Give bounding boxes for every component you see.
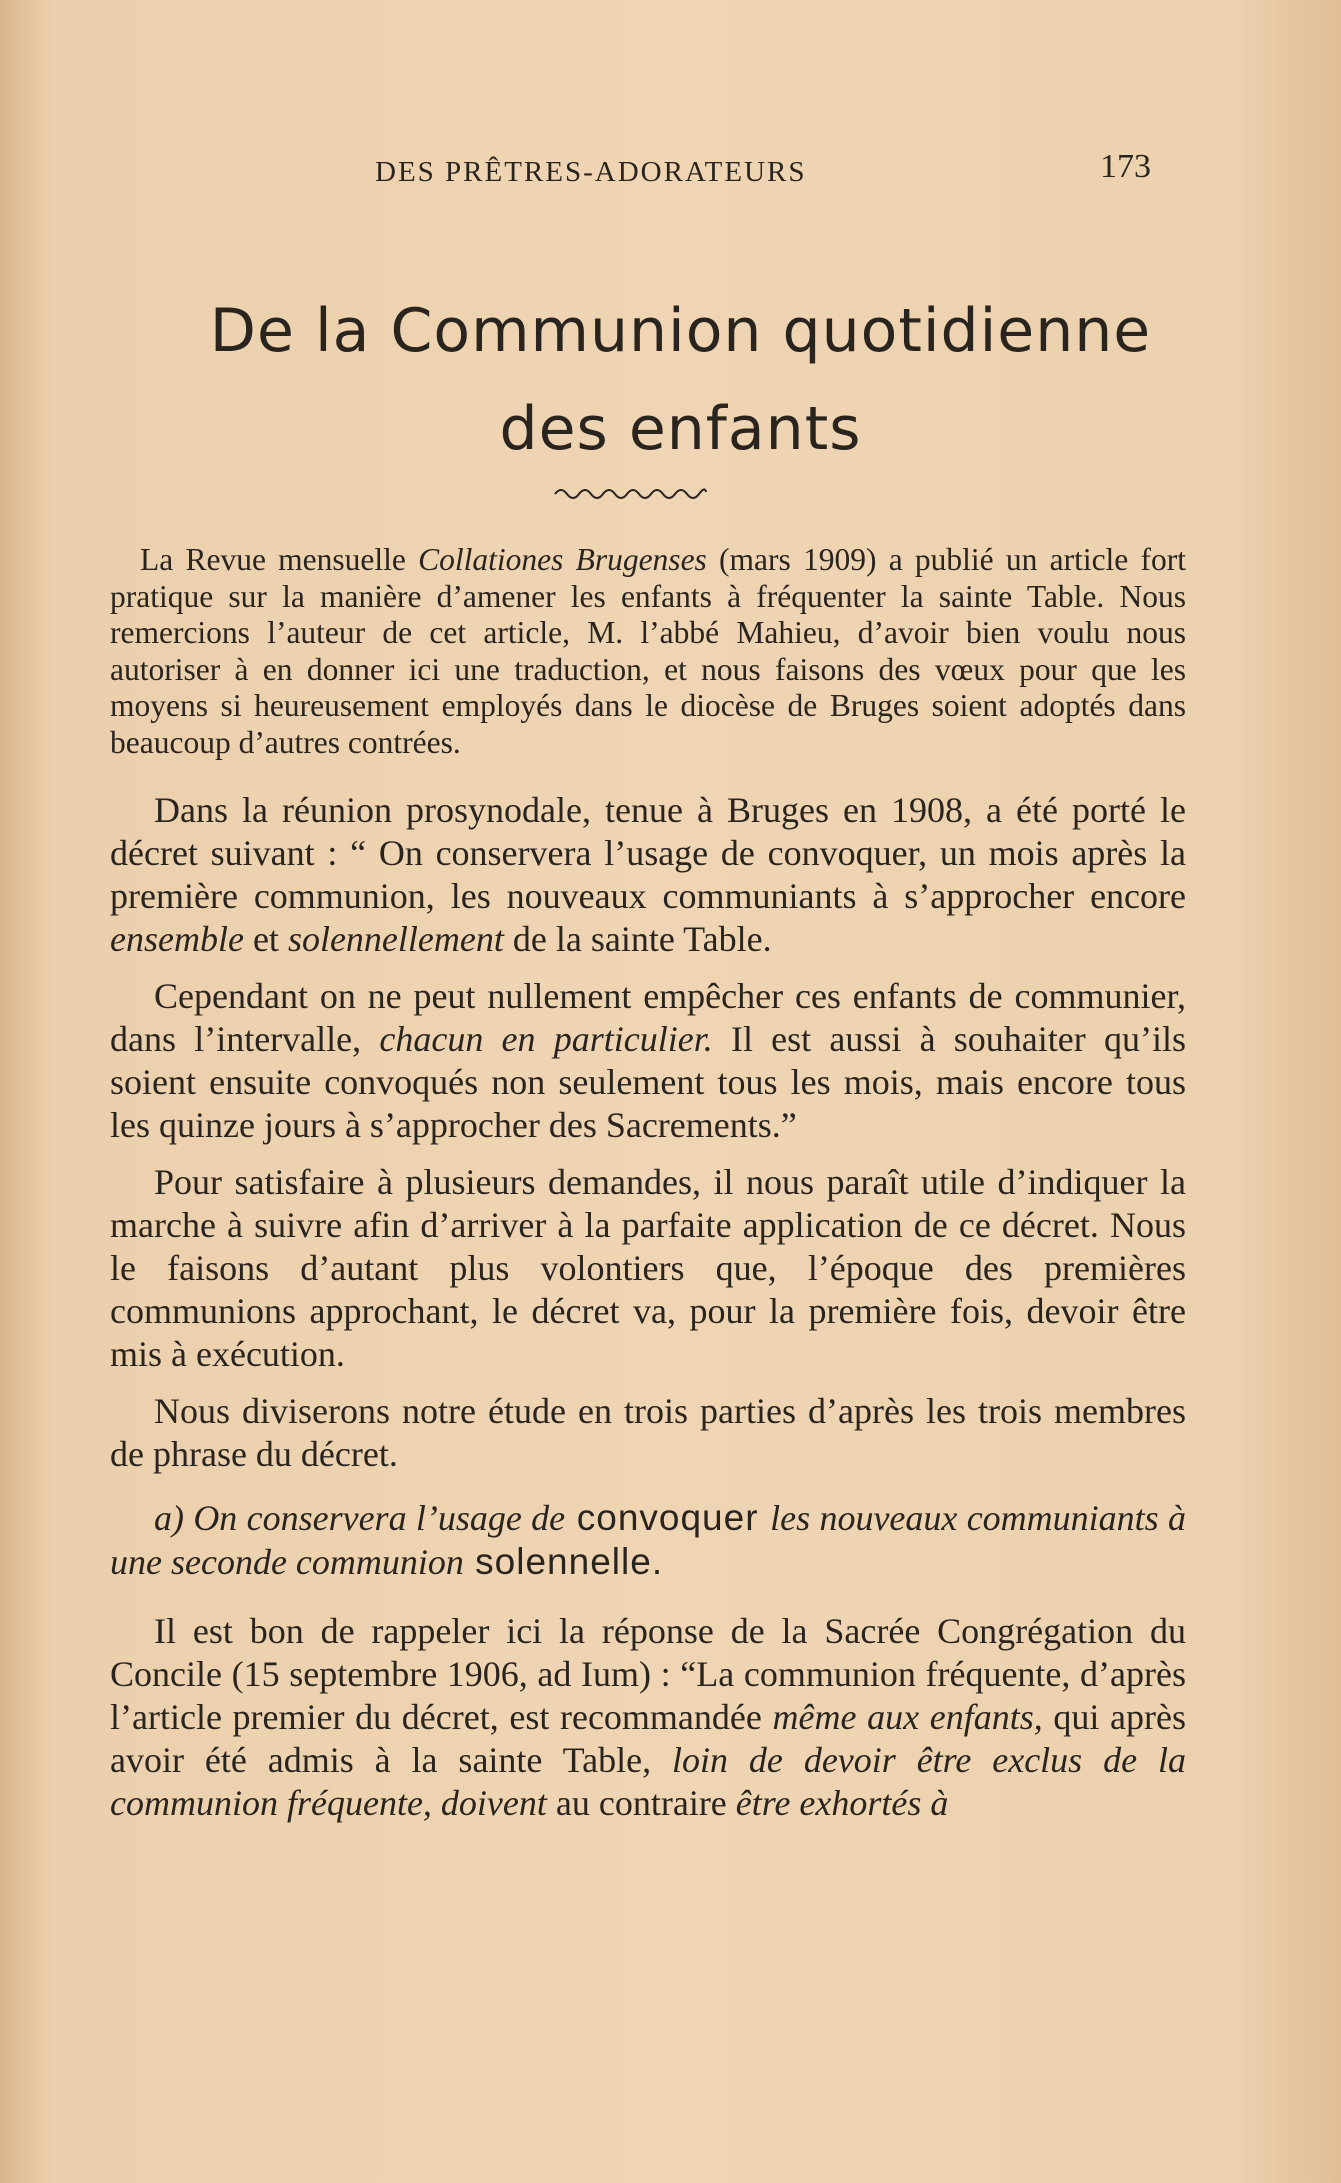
italic-run: être exhortés à	[735, 1783, 949, 1823]
intro-text-cont: (mars 1909) a publié un article fort pratique sur la manière d’amener les enfants à fréquenter la sainte Table. Nous remercions l’auteur de cet article, M. l’abbé Mahieu, d’avoir bien voulu nous autoriser à en donner ici une traduction, et nous faisons des vœux pour que les moyens si heureusement employés dans le diocèse de Bruges soient adoptés dans beaucoup d’autres contrées.	[110, 542, 1186, 760]
running-head	[0, 148, 1341, 188]
italic-run: les nouveaux communiants à une seconde communion	[110, 1498, 1186, 1582]
chapter-title-line-1: De la Communion quotidienne	[209, 296, 1152, 366]
italic-run: même aux enfants,	[772, 1697, 1043, 1737]
paragraph-divide: Nous diviserons notre étude en trois parties d’après les trois membres de phrase du décret.	[110, 1391, 1186, 1474]
italic-run: chacun en particulier.	[379, 1019, 713, 1059]
text-run: solennelle.	[463, 1541, 664, 1582]
italic-run: a)	[154, 1498, 194, 1538]
text-run: Il est aussi à souhaiter qu’ils soient ensuite convoqués non seulement tous les mois, mais encore tous les quinze jours à s’approcher des Sacrements.”	[110, 1019, 1186, 1145]
chapter-title	[0, 282, 1341, 478]
intro-journal-title: Collationes Brugenses	[418, 542, 707, 577]
intro-text: La Revue mensuelle	[140, 542, 419, 577]
text-run: au contraire	[546, 1783, 736, 1823]
body-text	[110, 542, 1186, 1839]
paragraph-satisfy: Pour satisfaire à plusieurs demandes, il nous paraît utile d’indiquer la marche à suivre afin d’arriver à la parfaite application de ce décret. Nous le faisons d’autant plus volontiers que, l’époque des premières communions approchant, le décret va, pour la première fois, devoir être mis à exécution.	[110, 1162, 1186, 1374]
intro-paragraph	[110, 542, 1186, 761]
italic-run: ensemble	[110, 919, 244, 959]
running-title: DES PRÊTRES-ADORATEURS	[375, 156, 807, 188]
text-run: et	[243, 919, 288, 959]
text-run: convoquer	[565, 1497, 771, 1538]
paragraph-however	[110, 975, 1186, 1147]
paragraph-congregation	[110, 1610, 1186, 1825]
page-number: 173	[1100, 148, 1151, 185]
chapter-title-line-2: des enfants	[499, 394, 862, 464]
text-run: Il est bon de rappeler ici la réponse de la Sacrée Congrégation du Concile (15 septembre 1906, ad Ium) : “La communion fréquente, d’après l’article premier du décret, est recommandée	[110, 1611, 1186, 1737]
text-run: qui après avoir été admis à la sainte Table,	[110, 1697, 1186, 1780]
section-heading-a	[110, 1496, 1186, 1584]
italic-run: On conservera l’usage de	[193, 1498, 566, 1538]
text-run: Dans la réunion prosynodale, tenue à Bruges en 1908, a été porté le décret suivant : “ On conservera l’usage de convoquer, un mois après la première communion, les nouveaux communiants à s’approcher encore	[110, 790, 1186, 916]
text-run: de la sainte Table.	[503, 919, 772, 959]
italic-run: solennellement	[287, 919, 504, 959]
italic-run: loin de devoir être exclus de la communion fréquente, doivent	[110, 1740, 1186, 1823]
paragraph-decree	[110, 789, 1186, 961]
text-run: Cependant on ne peut nullement empêcher ces enfants de communier, dans l’intervalle,	[110, 976, 1186, 1059]
wavy-rule-ornament	[553, 482, 708, 500]
